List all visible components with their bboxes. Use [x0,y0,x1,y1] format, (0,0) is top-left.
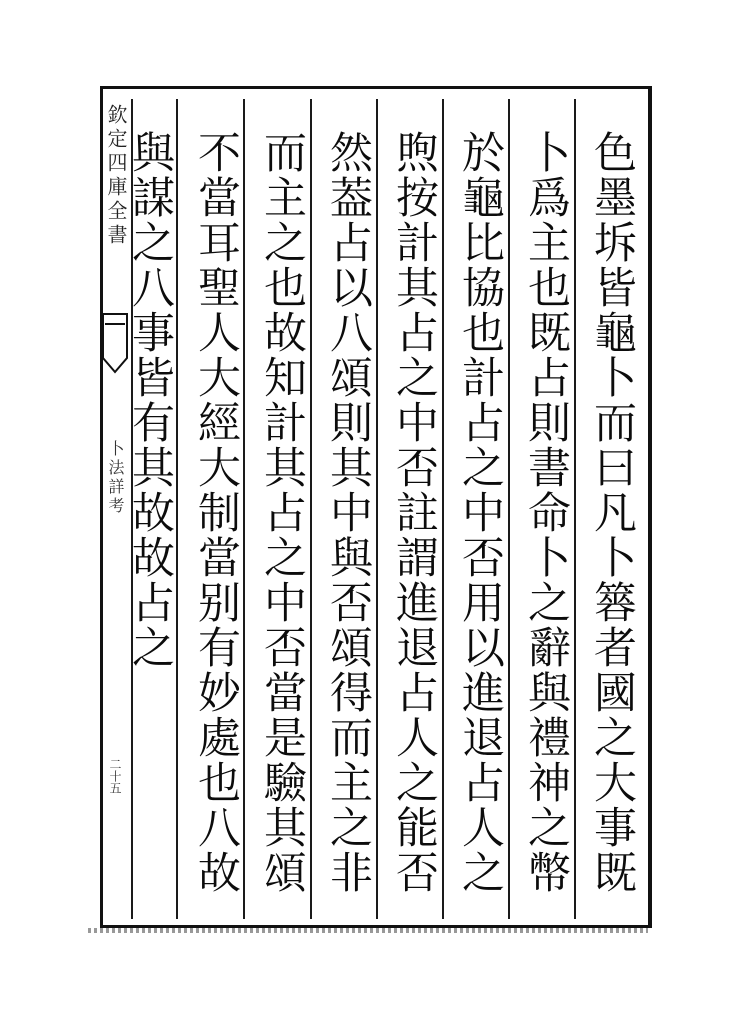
column-rule [508,99,510,919]
text-column-2: 卜爲主也既占則書命卜之辭與禮神之幣 [521,130,571,895]
text-column-7: 不當耳聖人大經大制當别有妙處也八故 [191,130,241,895]
text-column-8: 與謀之八事皆有其故故占之 [125,130,175,670]
text-column-1: 色墨坼皆龜卜而曰凡卜簭者國之大事既 [587,130,637,895]
column-rule [376,99,378,919]
column-rule [442,99,444,919]
page-number: 二十五 [108,758,122,794]
text-column-5: 然葢占以八頌則其中與否頌得而主之非 [323,130,373,895]
section-name: 卜法詳考 [106,440,125,516]
column-rule [574,99,576,919]
running-title: 欽定四庫全書 [104,104,128,248]
bottom-border-ornament [88,928,648,933]
column-rule [310,99,312,919]
text-column-3: 於龜比協也計占之中否用以進退占人之 [455,130,505,895]
text-column-4: 煦按計其占之中否註謂進退占人之能否 [389,130,439,895]
text-column-6: 而主之也故知計其占之中否當是驗其頌 [257,130,307,895]
